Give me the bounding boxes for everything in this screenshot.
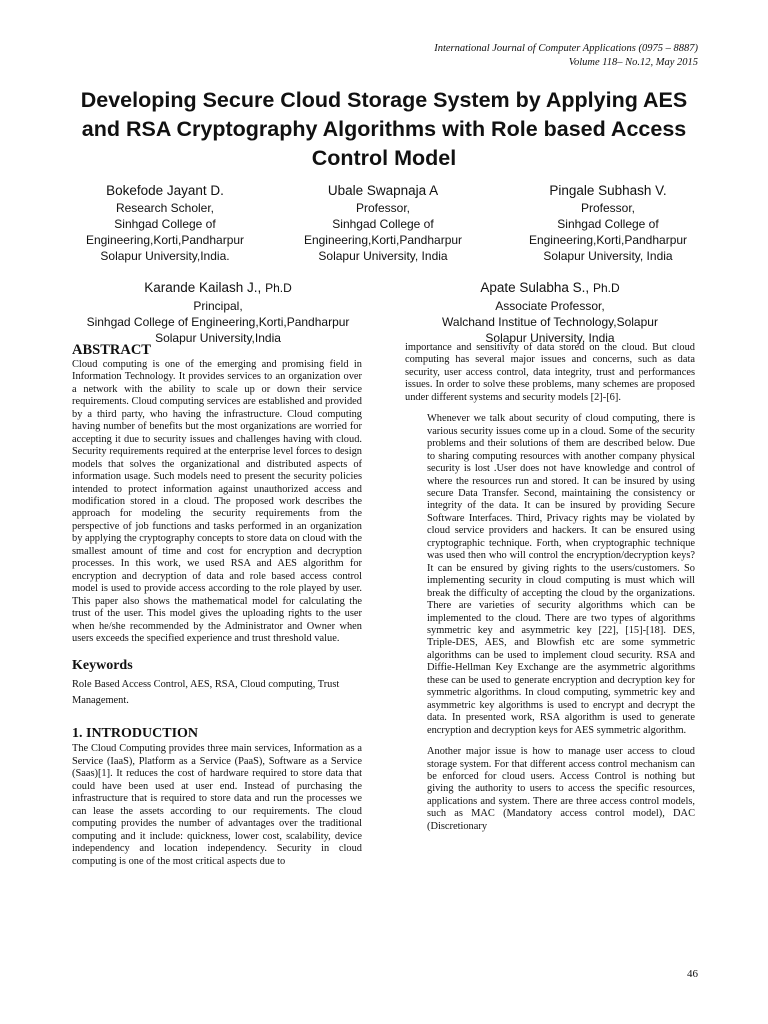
author-block-1: [50, 181, 280, 264]
author-block-2: [268, 181, 498, 264]
author-name: Bokefode Jayant D.: [106, 183, 224, 198]
introduction-heading: 1. INTRODUCTION: [72, 726, 199, 742]
author-affiliation-line: Associate Professor,: [495, 299, 605, 313]
author-name: Ubale Swapnaja A: [327, 183, 439, 198]
author-block-5: [400, 278, 700, 346]
author-affiliation-line: Engineering,Korti,Pandharpur: [528, 233, 688, 247]
author-affiliation-line: Engineering,Korti,Pandharpur: [85, 233, 245, 247]
author-affiliation-line: Principal,: [193, 299, 243, 313]
author-affiliation-line: Sinhgad College of: [557, 217, 659, 231]
author-affiliation-line: Walchand Institue of Technology,Solapur: [442, 315, 658, 329]
author-affiliation-line: Sinhgad College of: [114, 217, 216, 231]
keywords-text: Role Based Access Control, AES, RSA, Cloud computing, Trust Management.: [72, 679, 340, 706]
paper-title: Developing Secure Cloud Storage System by Applying AES and RSA Cryptography Algorithms with Role based Access Control Model: [80, 88, 688, 170]
right-paragraph-1: importance and sensitivity of data stored on the cloud. But cloud computing has several major issues and concerns, such as data security, user access control, data integrity, trust and performances issues. In order to solve these problems, many schemes are proposed under different systems and security models [2]-[6].: [405, 342, 695, 403]
journal-header: [434, 42, 698, 70]
right-paragraph-3: Another major issue is how to manage user access to cloud storage system. For that different access control mechanism can be enforced for cloud users. Access Control is nothing but giving the authority to users to access the specific resources, applications and system. There are three access control models, such as MAC (Mandatory access control model), DAC (Discretionary: [427, 746, 695, 832]
page-number: 46: [687, 968, 698, 980]
author-block-4: [68, 278, 368, 346]
keywords-heading: Keywords: [72, 658, 133, 674]
author-affiliation-line: Solapur University,India: [155, 331, 281, 345]
author-name: Apate Sulabha S.,: [480, 280, 590, 295]
author-affiliation-line: Sinhgad College of Engineering,Korti,Pandharpur: [86, 315, 350, 329]
introduction-text: The Cloud Computing provides three main services, Information as a Service (IaaS), Platform as a Service (PaaS), Software as a Service (Saas)[1]. It reduces the cost of hardware required to store data that could have been used at user end. Instead of purchasing the infrastructure that is required to store data and run the processes we can lease the assets according to our requirements. The cloud computing provides the number of advantages over the traditional computing and it include: quickness, lower cost, scalability, device independency and location independency. Security in cloud computing is one of the most critical aspects due to: [72, 743, 362, 867]
author-affiliation-line: Professor,: [580, 201, 636, 215]
author-name-line: [68, 278, 368, 298]
author-affiliation-line: Solapur University, India: [485, 331, 615, 345]
author-affiliation-line: Solapur University, India: [318, 249, 448, 263]
author-name: Pingale Subhash V.: [549, 183, 667, 198]
author-affiliation-line: Professor,: [355, 201, 411, 215]
abstract-heading: ABSTRACT: [72, 342, 151, 358]
journal-name: International Journal of Computer Applications (0975 – 8887): [434, 43, 698, 54]
author-name-line: [400, 278, 700, 298]
journal-volume: Volume 118– No.12, May 2015: [568, 57, 698, 68]
right-column: [405, 342, 695, 833]
abstract-text: Cloud computing is one of the emerging and promising field in Information Technology. It provides services to an organization over a network with the ability to scale up or down their service requirements. Cloud computing services are established and provided by a third party, who having the infrastructure. Cloud computing having number of benefits but the most organizations are worried for accepting it due to security issues and challenges having with cloud. Security requirements required at the enterprise level forces to design models that solves the organizational and distributed aspects of information usage. Such models need to present the security policies intended to protect information against unauthorized access and modification stored in a cloud. The proposed work describes the approach for modeling the security requirements from the perspective of job functions and tasks performed in an organization by applying the cryptography concepts to store data on cloud with the smallest amount of time and cost for encryption and decryption processes. In this work, we used RSA and AES algorithm for encryption and decryption of data and role based access control model is used to provide access according to the role played by user. This paper also shows the mathematical model for calculating the trust of the user. This model gives the uploading rights to the user when he/she recommended by the Administrator and Owner when users exceeds the specified experience and trust threshold value.: [72, 359, 362, 644]
author-name: Karande Kailash J.,: [144, 280, 262, 295]
author-degree: Ph.D: [265, 281, 292, 295]
author-degree: Ph.D: [592, 281, 620, 295]
author-affiliation-line: Sinhgad College of: [332, 217, 434, 231]
author-affiliation-line: Solapur University, India: [543, 249, 673, 263]
left-column: [72, 342, 362, 868]
right-paragraph-2: Whenever we talk about security of cloud computing, there is various security issues come up in a cloud. Some of the security problems and their solutions of them are described below. Due to sharing computing resources with another company physical security is lost .User does not have knowledge and control of where the resources run and stored. It can be insured by using secure Data Transfer. Second, maintaining the consistency or integrity of the data. It can be insured by providing Secure Software Interfaces. Third, Privacy rights may be violated by cloud service providers and hackers. It can be ensured using cryptographic technique. Forth, when cryptographic technique was used then who will control the encryption/decryption keys? It can be ensured by giving rights to the users/customers. So implementing security in cloud computing is must which will break the difficulty of accepting the cloud by the organizations. There are varieties of security algorithms which can be implemented to the cloud. There are two types of algorithms symmetric key and asymmetric key [22], [15]-[18]. DES, Triple-DES, AES, and Blowfish etc are some symmetric algorithms can be used to implement cloud security. RSA and Diffie-Hellman Key Exchange are the asymmetric algorithms these can be used to generate encryption and decryption key for symmetric algorithms. In cloud computing, symmetric key and asymmetric key algorithms is used to encrypt and decrypt the data. In presented work, RSA algorithm is used to generate encryption and decryption keys for AES symmetric algorithm.: [427, 413, 695, 736]
author-affiliation-line: Engineering,Korti,Pandharpur: [303, 233, 463, 247]
author-affiliation-line: Research Scholer,: [115, 201, 215, 215]
author-block-3: [493, 181, 723, 264]
author-affiliation-line: Solapur University,India.: [100, 249, 230, 263]
